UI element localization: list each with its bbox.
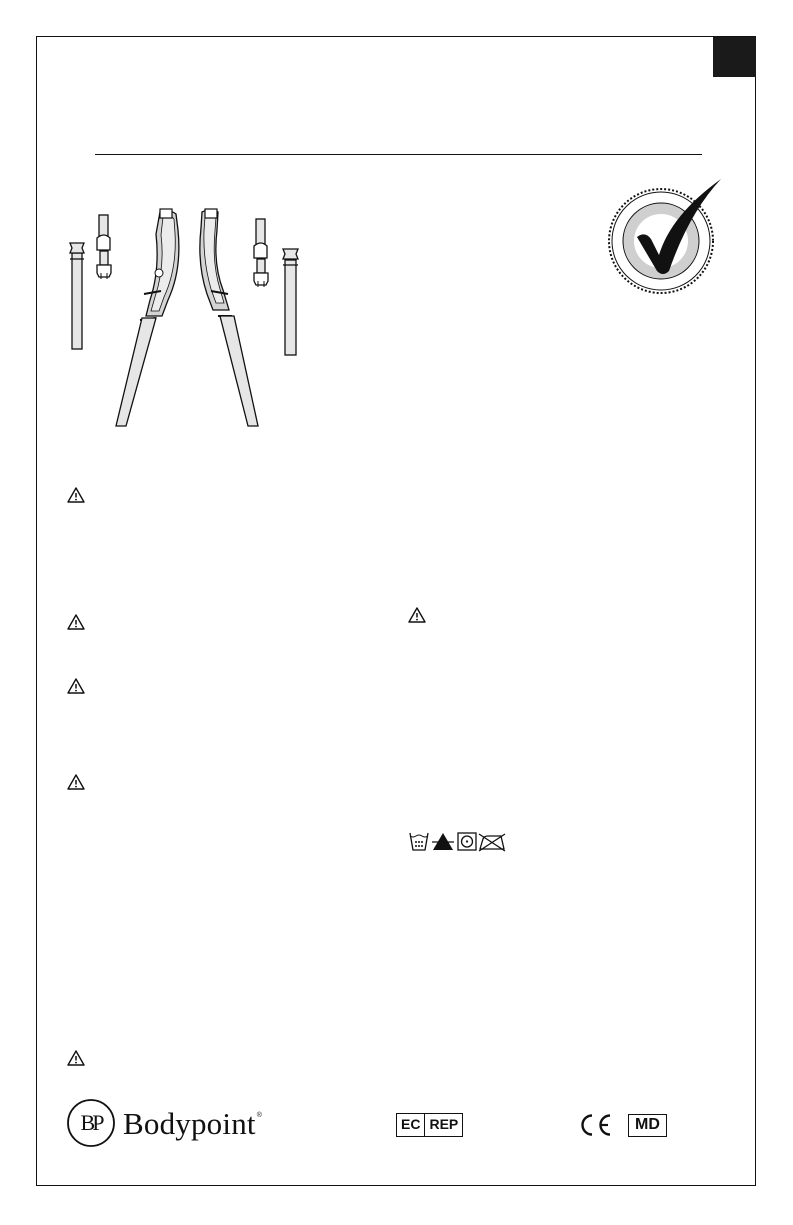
- no-bleach-icon: [432, 833, 454, 850]
- warning-icon: [67, 1050, 85, 1066]
- shoulder-harness-illustration: [60, 205, 310, 430]
- ec-label: EC: [401, 1116, 421, 1132]
- warning-icon: [67, 487, 85, 503]
- warning-icon: [67, 614, 85, 630]
- rep-label: REP: [424, 1114, 462, 1136]
- svg-text:BP: BP: [80, 1110, 102, 1135]
- strap-left-icon: [70, 243, 84, 349]
- buckle-strap-right-icon: [254, 219, 268, 287]
- wash-icon: [410, 833, 428, 850]
- warning-icon: [67, 678, 85, 694]
- checkmark-seal-icon: [603, 175, 728, 300]
- language-tab: [713, 37, 756, 77]
- warning-icon: [67, 774, 85, 790]
- ce-mark-icon: [577, 1113, 613, 1137]
- strap-right-icon: [283, 249, 298, 355]
- buckle-strap-left-icon: [97, 215, 111, 279]
- bodypoint-logo: [66, 1098, 262, 1148]
- pad-right-icon: [200, 209, 258, 426]
- brand-name: Bodypoint®: [123, 1105, 263, 1141]
- tumble-dry-icon: [458, 833, 476, 850]
- md-mark: MD: [628, 1114, 667, 1137]
- no-iron-icon: [479, 834, 505, 851]
- header-rule: [95, 154, 702, 155]
- pad-left-icon: [116, 209, 179, 426]
- bp-monogram-icon: [66, 1098, 116, 1148]
- warning-icon: [408, 607, 426, 623]
- ec-rep-symbol: [396, 1113, 463, 1137]
- registered-mark: ®: [256, 1111, 263, 1119]
- care-symbols: [408, 830, 506, 852]
